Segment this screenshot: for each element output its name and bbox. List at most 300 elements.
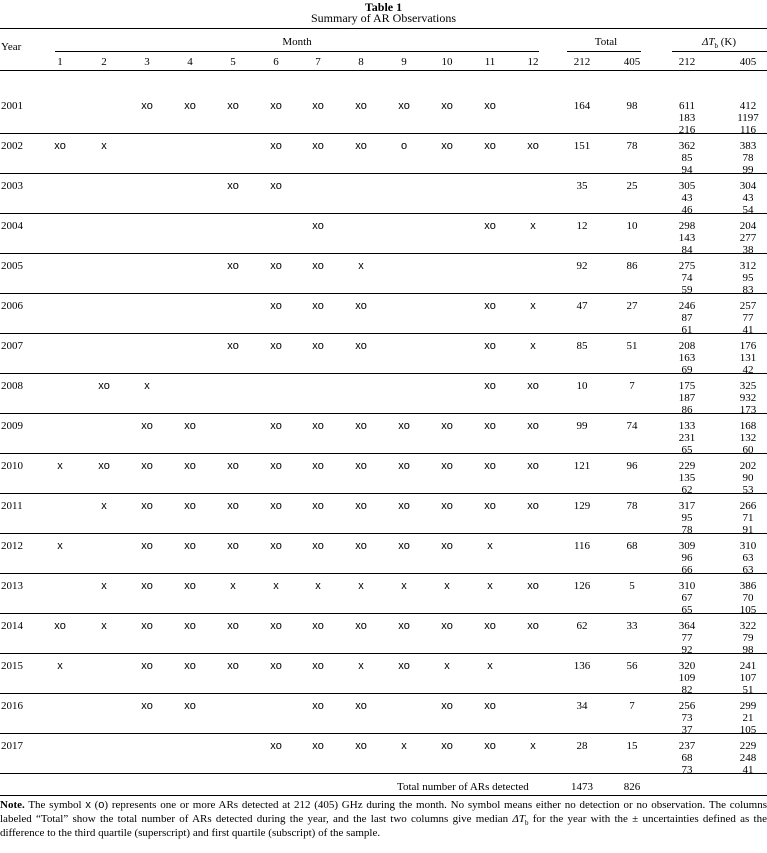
lower-quartile: 216 xyxy=(678,124,696,136)
month-cell: xo xyxy=(184,700,196,712)
dtb-212-cell: 364 77 92 xyxy=(678,620,696,656)
upper-quartile: 71 xyxy=(742,512,754,524)
dtb-212-cell: 133 231 65 xyxy=(678,420,696,456)
month-cell: x xyxy=(57,660,63,672)
month-cell: xo xyxy=(227,180,239,192)
month-header-9: 9 xyxy=(401,56,407,68)
row-divider xyxy=(0,293,767,294)
lower-quartile: 53 xyxy=(742,484,754,496)
month-cell: xo xyxy=(227,460,239,472)
total-405-cell: 78 xyxy=(626,140,638,152)
month-cell: xo xyxy=(54,140,66,152)
total-405-cell: 78 xyxy=(626,500,638,512)
month-header-12: 12 xyxy=(527,56,539,68)
month-cell: xo xyxy=(527,420,539,432)
total-405-cell: 56 xyxy=(626,660,638,672)
upper-quartile: 135 xyxy=(678,472,696,484)
total-405-cell: 15 xyxy=(626,740,638,752)
grand-total-405: 826 xyxy=(623,781,641,793)
month-cell: xo xyxy=(184,500,196,512)
dtb-212-cell: 246 87 61 xyxy=(678,300,696,336)
dtb-212-cell: 275 74 59 xyxy=(678,260,696,296)
lower-quartile: 86 xyxy=(681,404,693,416)
total-405-cell: 25 xyxy=(626,180,638,192)
row-divider xyxy=(0,693,767,694)
upper-quartile: 78 xyxy=(742,152,754,164)
lower-quartile: 41 xyxy=(742,324,754,336)
month-cell: x xyxy=(57,460,63,472)
month-cell: xo xyxy=(355,340,367,352)
table-bottom-rule xyxy=(0,773,767,774)
month-header-2: 2 xyxy=(101,56,107,68)
month-cell: xo xyxy=(54,620,66,632)
upper-quartile: 95 xyxy=(742,272,754,284)
month-cell: xo xyxy=(441,500,453,512)
month-cell: xo xyxy=(141,660,153,672)
month-cell: xo xyxy=(141,460,153,472)
month-cell: xo xyxy=(484,380,496,392)
note-top-rule xyxy=(0,795,767,796)
row-year: 2010 xyxy=(1,460,23,472)
month-cell: xo xyxy=(141,620,153,632)
lower-quartile: 69 xyxy=(681,364,693,376)
dtb-405-cell: 266 71 91 xyxy=(739,500,757,536)
total-212-cell: 10 xyxy=(576,380,588,392)
upper-quartile: 21 xyxy=(742,712,754,724)
month-cell: xo xyxy=(527,460,539,472)
month-cell: xo xyxy=(312,260,324,272)
dtb-405-cell: 229 248 41 xyxy=(739,740,757,776)
dtb-405-cell: 304 43 54 xyxy=(739,180,757,216)
row-year: 2009 xyxy=(1,420,23,432)
month-cell: xo xyxy=(227,540,239,552)
table-subtitle: Summary of AR Observations xyxy=(311,11,456,25)
dtb-405-cell: 202 90 53 xyxy=(739,460,757,496)
row-year: 2002 xyxy=(1,140,23,152)
total-405-cell: 7 xyxy=(629,380,635,392)
month-cell: x xyxy=(530,340,536,352)
row-divider xyxy=(0,493,767,494)
lower-quartile: 82 xyxy=(681,684,693,696)
month-cell: xo xyxy=(270,340,282,352)
month-cell: xo xyxy=(184,100,196,112)
total-212-cell: 126 xyxy=(573,580,591,592)
upper-quartile: 70 xyxy=(742,592,754,604)
upper-quartile: 87 xyxy=(681,312,693,324)
upper-quartile: 43 xyxy=(742,192,754,204)
month-cell: xo xyxy=(141,420,153,432)
upper-quartile: 1197 xyxy=(737,112,759,124)
lower-quartile: 62 xyxy=(681,484,693,496)
total-212-cell: 116 xyxy=(573,540,591,552)
month-header-5: 5 xyxy=(230,56,236,68)
dtb-405-cell: 204 277 38 xyxy=(739,220,757,256)
row-divider xyxy=(0,733,767,734)
month-cell: xo xyxy=(398,660,410,672)
total-405-cell: 51 xyxy=(626,340,638,352)
lower-quartile: 37 xyxy=(681,724,693,736)
month-cell: xo xyxy=(98,380,110,392)
month-cell: xo xyxy=(141,700,153,712)
upper-quartile: 96 xyxy=(681,552,693,564)
row-divider xyxy=(0,653,767,654)
total-405-cell: 27 xyxy=(626,300,638,312)
lower-quartile: 42 xyxy=(742,364,754,376)
row-divider xyxy=(0,173,767,174)
total-405-cell: 96 xyxy=(626,460,638,472)
total-212-cell: 34 xyxy=(576,700,588,712)
month-cell: xo xyxy=(527,140,539,152)
dtb-212-cell: 256 73 37 xyxy=(678,700,696,736)
month-cell: xo xyxy=(441,100,453,112)
month-cell: x xyxy=(487,540,493,552)
col-year-header: Year xyxy=(1,41,22,53)
month-cell: x xyxy=(358,660,364,672)
row-divider xyxy=(0,453,767,454)
month-cell: x xyxy=(57,540,63,552)
month-cell: xo xyxy=(227,500,239,512)
dtb-212-cell: 229 135 62 xyxy=(678,460,696,496)
total-212-cell: 92 xyxy=(576,260,588,272)
upper-quartile: 85 xyxy=(681,152,693,164)
total-405-cell: 7 xyxy=(629,700,635,712)
row-divider xyxy=(0,613,767,614)
month-header-6: 6 xyxy=(273,56,279,68)
month-cell: x xyxy=(358,580,364,592)
lower-quartile: 78 xyxy=(681,524,693,536)
month-cell: xo xyxy=(312,100,324,112)
month-cell: xo xyxy=(398,540,410,552)
month-cell: xo xyxy=(398,500,410,512)
row-year: 2008 xyxy=(1,380,23,392)
table-note: Note. The symbol x (o) represents one or more ARs detected at 212 (405) GHz during the month. No symbol means either no detection or no observation. The columns labeled “Total” show the total number of ARs detected during the year, and the last two columns give median $\Delta T_b$ for the year with the ± uncertainties defined as the difference to the third quartile (superscript) and first quartile (subscript) of the sample. xyxy=(0,799,767,839)
total-212-cell: 28 xyxy=(576,740,588,752)
month-cell: xo xyxy=(270,540,282,552)
month-cell: xo xyxy=(355,100,367,112)
lower-quartile: 98 xyxy=(742,644,754,656)
month-cell: xo xyxy=(441,460,453,472)
lower-quartile: 51 xyxy=(742,684,754,696)
month-cell: xo xyxy=(270,500,282,512)
row-year: 2003 xyxy=(1,180,23,192)
upper-quartile: 43 xyxy=(681,192,693,204)
month-cell: xo xyxy=(312,340,324,352)
month-cell: x xyxy=(101,140,107,152)
header-bottom-rule xyxy=(0,70,767,71)
month-cell: xo xyxy=(141,540,153,552)
month-cell: xo xyxy=(312,620,324,632)
dtb-405-header: 405 xyxy=(739,56,757,68)
month-cell: x xyxy=(101,500,107,512)
row-divider xyxy=(0,133,767,134)
month-cell: x xyxy=(487,660,493,672)
month-cell: xo xyxy=(270,100,282,112)
row-year: 2001 xyxy=(1,100,23,112)
month-cell: xo xyxy=(227,340,239,352)
month-cell: xo xyxy=(270,140,282,152)
month-header-3: 3 xyxy=(144,56,150,68)
total-405-cell: 74 xyxy=(626,420,638,432)
dtb-rule xyxy=(672,51,767,52)
lower-quartile: 116 xyxy=(739,124,757,136)
month-cell: xo xyxy=(484,740,496,752)
dtb-212-cell: 237 68 73 xyxy=(678,740,696,776)
total-212-cell: 136 xyxy=(573,660,591,672)
month-header-8: 8 xyxy=(358,56,364,68)
upper-quartile: 932 xyxy=(739,392,757,404)
table-title: Table 1 xyxy=(364,0,403,14)
row-year: 2013 xyxy=(1,580,23,592)
lower-quartile: 41 xyxy=(742,764,754,776)
month-cell: xo xyxy=(141,580,153,592)
total-212-cell: 47 xyxy=(576,300,588,312)
month-cell: xo xyxy=(184,460,196,472)
month-header-1: 1 xyxy=(57,56,63,68)
dtb-212-cell: 305 43 46 xyxy=(678,180,696,216)
total-212-cell: 99 xyxy=(576,420,588,432)
row-divider xyxy=(0,373,767,374)
upper-quartile: 248 xyxy=(739,752,757,764)
row-year: 2007 xyxy=(1,340,23,352)
dtb-405-cell: 241 107 51 xyxy=(739,660,757,696)
month-rule xyxy=(55,51,539,52)
row-year: 2016 xyxy=(1,700,23,712)
dtb-405-cell: 325 932 173 xyxy=(739,380,757,416)
row-year: 2012 xyxy=(1,540,23,552)
lower-quartile: 91 xyxy=(742,524,754,536)
month-cell: xo xyxy=(355,540,367,552)
col-total-header: Total xyxy=(594,36,618,48)
row-year: 2004 xyxy=(1,220,23,232)
month-cell: x xyxy=(315,580,321,592)
row-divider xyxy=(0,213,767,214)
month-cell: xo xyxy=(312,500,324,512)
month-cell: x xyxy=(230,580,236,592)
month-cell: xo xyxy=(527,620,539,632)
month-cell: xo xyxy=(398,420,410,432)
dtb-405-cell: 257 77 41 xyxy=(739,300,757,336)
upper-quartile: 90 xyxy=(742,472,754,484)
lower-quartile: 61 xyxy=(681,324,693,336)
row-year: 2005 xyxy=(1,260,23,272)
month-cell: xo xyxy=(312,700,324,712)
lower-quartile: 60 xyxy=(742,444,754,456)
month-cell: xo xyxy=(398,620,410,632)
month-cell: x xyxy=(101,620,107,632)
total-rule xyxy=(567,51,641,52)
dtb-405-cell: 176 131 42 xyxy=(739,340,757,376)
month-cell: x xyxy=(444,580,450,592)
upper-quartile: 109 xyxy=(678,672,696,684)
total-405-cell: 98 xyxy=(626,100,638,112)
month-cell: xo xyxy=(441,620,453,632)
month-cell: xo xyxy=(184,540,196,552)
month-cell: xo xyxy=(98,460,110,472)
month-cell: x xyxy=(487,580,493,592)
month-cell: x xyxy=(530,300,536,312)
lower-quartile: 94 xyxy=(681,164,693,176)
total-212-cell: 35 xyxy=(576,180,588,192)
lower-quartile: 173 xyxy=(739,404,757,416)
upper-quartile: 143 xyxy=(678,232,696,244)
lower-quartile: 105 xyxy=(739,724,757,736)
upper-quartile: 183 xyxy=(678,112,696,124)
month-cell: xo xyxy=(441,140,453,152)
month-cell: xo xyxy=(441,740,453,752)
month-header-4: 4 xyxy=(187,56,193,68)
month-cell: xo xyxy=(484,420,496,432)
month-cell: xo xyxy=(355,740,367,752)
month-cell: x xyxy=(358,260,364,272)
month-cell: xo xyxy=(227,620,239,632)
month-cell: xo xyxy=(312,660,324,672)
note-label: Note. xyxy=(0,799,25,811)
month-cell: xo xyxy=(355,460,367,472)
month-cell: xo xyxy=(270,740,282,752)
month-cell: x xyxy=(273,580,279,592)
total-212-cell: 62 xyxy=(576,620,588,632)
upper-quartile: 77 xyxy=(681,632,693,644)
col-dtb-header: $\Delta T_b$ (K) xyxy=(701,36,737,51)
lower-quartile: 59 xyxy=(681,284,693,296)
month-cell: xo xyxy=(227,100,239,112)
lower-quartile: 73 xyxy=(681,764,693,776)
month-cell: xo xyxy=(270,420,282,432)
upper-quartile: 163 xyxy=(678,352,696,364)
row-divider xyxy=(0,533,767,534)
month-cell: x xyxy=(401,740,407,752)
month-cell: o xyxy=(400,140,408,152)
upper-quartile: 73 xyxy=(681,712,693,724)
month-header-10: 10 xyxy=(441,56,453,68)
month-cell: x xyxy=(530,740,536,752)
lower-quartile: 66 xyxy=(681,564,693,576)
dtb-212-cell: 208 163 69 xyxy=(678,340,696,376)
total-label: Total number of ARs detected xyxy=(397,781,529,793)
upper-quartile: 77 xyxy=(742,312,754,324)
lower-quartile: 46 xyxy=(681,204,693,216)
month-cell: xo xyxy=(484,340,496,352)
month-cell: xo xyxy=(312,300,324,312)
dtb-405-cell: 168 132 60 xyxy=(739,420,757,456)
dtb-212-cell: 362 85 94 xyxy=(678,140,696,176)
month-cell: xo xyxy=(355,140,367,152)
grand-total-212: 1473 xyxy=(571,781,593,793)
month-cell: x xyxy=(444,660,450,672)
month-cell: xo xyxy=(484,100,496,112)
total-212-cell: 151 xyxy=(573,140,591,152)
row-divider xyxy=(0,253,767,254)
month-cell: xo xyxy=(355,500,367,512)
upper-quartile: 63 xyxy=(742,552,754,564)
upper-quartile: 231 xyxy=(678,432,696,444)
month-cell: xo xyxy=(270,660,282,672)
lower-quartile: 105 xyxy=(739,604,757,616)
month-cell: xo xyxy=(184,660,196,672)
month-cell: xo xyxy=(355,420,367,432)
dtb-212-header: 212 xyxy=(678,56,696,68)
upper-quartile: 107 xyxy=(739,672,757,684)
upper-quartile: 67 xyxy=(681,592,693,604)
month-cell: xo xyxy=(270,180,282,192)
month-cell: xo xyxy=(312,540,324,552)
month-cell: xo xyxy=(398,100,410,112)
month-cell: xo xyxy=(398,460,410,472)
total-405-cell: 68 xyxy=(626,540,638,552)
lower-quartile: 99 xyxy=(742,164,754,176)
dtb-405-cell: 312 95 83 xyxy=(739,260,757,296)
month-cell: xo xyxy=(484,220,496,232)
dtb-212-cell: 611 183 216 xyxy=(678,100,696,136)
month-cell: x xyxy=(530,220,536,232)
month-cell: xo xyxy=(355,620,367,632)
total-212-cell: 129 xyxy=(573,500,591,512)
lower-quartile: 65 xyxy=(681,604,693,616)
dtb-212-cell: 175 187 86 xyxy=(678,380,696,416)
month-cell: xo xyxy=(184,420,196,432)
upper-quartile: 277 xyxy=(739,232,757,244)
month-cell: xo xyxy=(312,740,324,752)
total-212-cell: 121 xyxy=(573,460,591,472)
total-405-cell: 33 xyxy=(626,620,638,632)
total-212-header: 212 xyxy=(573,56,591,68)
dtb-405-cell: 386 70 105 xyxy=(739,580,757,616)
row-divider xyxy=(0,333,767,334)
month-cell: x xyxy=(401,580,407,592)
month-cell: xo xyxy=(484,620,496,632)
dtb-212-cell: 298 143 84 xyxy=(678,220,696,256)
month-cell: xo xyxy=(527,380,539,392)
month-header-7: 7 xyxy=(315,56,321,68)
total-212-cell: 164 xyxy=(573,100,591,112)
month-cell: xo xyxy=(484,500,496,512)
row-divider xyxy=(0,413,767,414)
col-month-header: Month xyxy=(282,36,312,48)
total-405-header: 405 xyxy=(623,56,641,68)
total-405-cell: 5 xyxy=(629,580,635,592)
dtb-212-cell: 310 67 65 xyxy=(678,580,696,616)
lower-quartile: 83 xyxy=(742,284,754,296)
total-212-cell: 12 xyxy=(576,220,588,232)
lower-quartile: 92 xyxy=(681,644,693,656)
month-cell: xo xyxy=(484,700,496,712)
month-cell: xo xyxy=(227,660,239,672)
dtb-405-cell: 322 79 98 xyxy=(739,620,757,656)
upper-quartile: 68 xyxy=(681,752,693,764)
row-year: 2017 xyxy=(1,740,23,752)
dtb-212-cell: 309 96 66 xyxy=(678,540,696,576)
month-cell: xo xyxy=(527,580,539,592)
month-cell: xo xyxy=(227,260,239,272)
month-cell: xo xyxy=(484,460,496,472)
dtb-405-cell: 299 21 105 xyxy=(739,700,757,736)
month-cell: xo xyxy=(141,100,153,112)
month-cell: xo xyxy=(270,260,282,272)
month-cell: xo xyxy=(312,220,324,232)
month-cell: xo xyxy=(312,460,324,472)
month-cell: xo xyxy=(484,300,496,312)
upper-quartile: 79 xyxy=(742,632,754,644)
month-cell: xo xyxy=(312,420,324,432)
table-top-rule xyxy=(0,28,767,29)
dtb-405-cell: 412 1197 116 xyxy=(737,100,759,136)
month-cell: xo xyxy=(270,460,282,472)
month-cell: xo xyxy=(141,500,153,512)
lower-quartile: 63 xyxy=(742,564,754,576)
lower-quartile: 54 xyxy=(742,204,754,216)
lower-quartile: 38 xyxy=(742,244,754,256)
month-cell: xo xyxy=(184,620,196,632)
